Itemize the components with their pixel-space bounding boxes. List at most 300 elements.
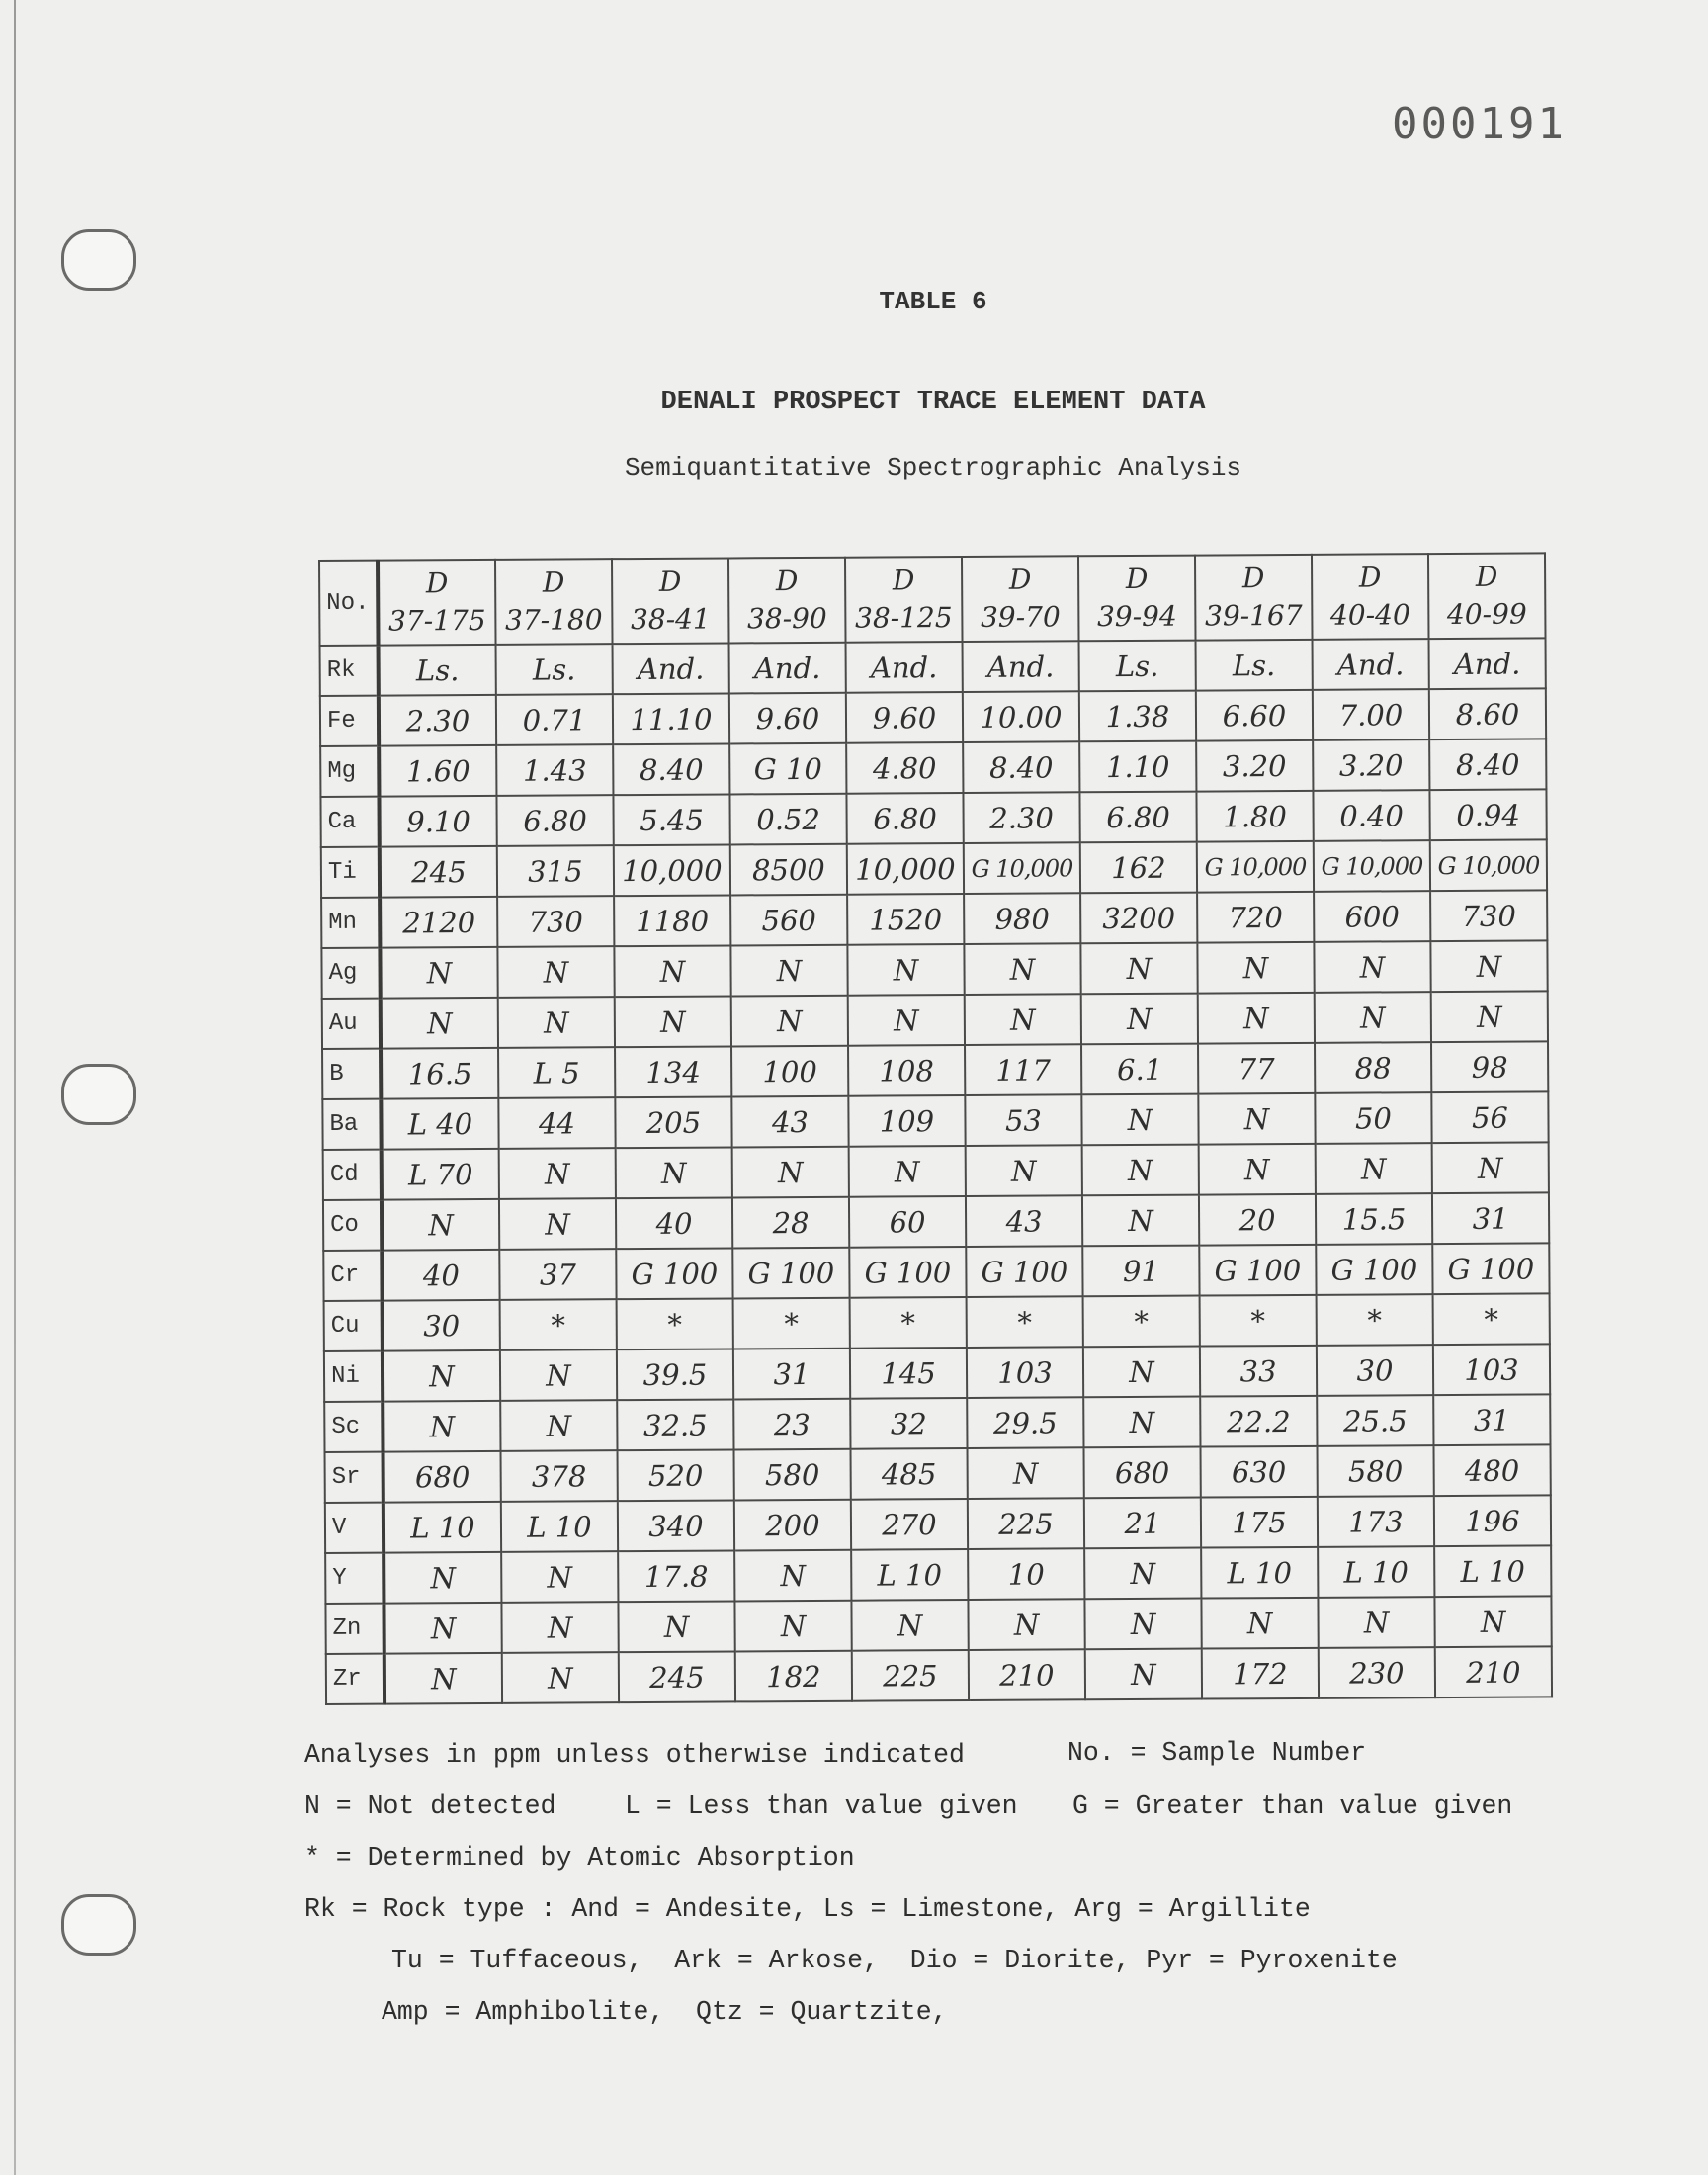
table-cell: 1180	[614, 895, 730, 946]
sample-prefix: D	[1008, 563, 1032, 596]
table-cell: 175	[1201, 1497, 1318, 1548]
row-label: Ca	[320, 797, 379, 847]
table-cell: 37	[499, 1249, 616, 1300]
table-cell: L 10	[851, 1549, 968, 1601]
table-cell: 580	[734, 1449, 851, 1501]
sample-number: 39-94	[1096, 599, 1177, 634]
table-cell: 2.30	[963, 792, 1079, 843]
table-row	[320, 638, 1546, 696]
table-cell: 680	[384, 1451, 501, 1503]
row-label: Ti	[321, 847, 380, 898]
table-cell: 40	[382, 1250, 499, 1301]
table-row	[323, 1243, 1549, 1301]
sample-number-cell	[845, 557, 963, 643]
table-cell: *	[1433, 1293, 1550, 1345]
table-cell: G 10,000	[1430, 839, 1547, 891]
table-cell: 5.45	[613, 794, 729, 845]
table-cell: 30	[383, 1300, 500, 1351]
sample-prefix: D	[1475, 560, 1498, 593]
table-cell: 8.40	[963, 741, 1079, 793]
table-cell: *	[500, 1299, 617, 1350]
row-label: Sc	[324, 1402, 383, 1452]
table-cell: 730	[1430, 890, 1547, 941]
table-cell: *	[1200, 1295, 1317, 1347]
sample-number-cell	[1312, 554, 1429, 640]
table-row	[322, 1041, 1548, 1099]
punch-hole	[61, 1894, 136, 1956]
table-row	[325, 1596, 1551, 1654]
sample-prefix: D	[658, 565, 682, 598]
table-cell: N	[616, 1147, 732, 1198]
table-cell: 91	[1082, 1246, 1199, 1297]
table-cell: *	[617, 1298, 733, 1349]
table-cell: N	[1316, 1143, 1432, 1194]
table-cell: 2.30	[379, 695, 496, 746]
table-cell: *	[733, 1298, 850, 1349]
note-rock-type-2: Tu = Tuffaceous, Ark = Arkose, Dio = Diorite, Pyr = Pyroxenite	[391, 1946, 1398, 1975]
table-cell: 225	[852, 1650, 969, 1701]
table-cell: N	[1201, 1598, 1318, 1649]
table-cell: 100	[731, 1046, 848, 1097]
sample-number-cell	[962, 556, 1079, 642]
sample-number-cell	[1078, 556, 1196, 642]
row-label: B	[322, 1049, 381, 1099]
table-cell: N	[384, 1603, 501, 1654]
table-cell: And.	[963, 641, 1079, 692]
table-cell: 173	[1318, 1496, 1434, 1547]
sample-number: 39-70	[980, 600, 1061, 634]
table-cell: 31	[1432, 1192, 1549, 1244]
table-cell: 60	[849, 1196, 966, 1248]
table-cell: 0.52	[729, 794, 846, 845]
table-cell: 1.43	[496, 744, 613, 796]
table-cell: 6.80	[1079, 792, 1196, 843]
table-cell: 56	[1431, 1091, 1548, 1143]
table-cell: G 100	[1432, 1243, 1549, 1294]
table-cell: 1520	[847, 894, 964, 945]
table-cell: 245	[619, 1651, 735, 1702]
table-cell: 205	[615, 1096, 731, 1148]
table-cell: And.	[729, 643, 846, 694]
table-cell: 10.00	[963, 691, 1079, 742]
table-cell: 117	[965, 1044, 1081, 1095]
table-cell: L 70	[382, 1149, 499, 1200]
row-label: Ag	[321, 948, 380, 999]
table-cell: 210	[969, 1649, 1085, 1700]
table-cell: 378	[501, 1450, 618, 1502]
table-cell: N	[1199, 1144, 1316, 1195]
table-cell: N	[1314, 941, 1430, 993]
table-cell: 980	[964, 893, 1080, 944]
row-label: Cu	[324, 1301, 383, 1351]
sample-number: 38-90	[746, 601, 827, 636]
row-label: Mg	[320, 746, 379, 797]
table-cell: 680	[1084, 1447, 1201, 1499]
table-cell: 580	[1317, 1445, 1433, 1497]
table-cell: N	[965, 994, 1081, 1045]
table-cell: N	[498, 997, 615, 1048]
table-cell: N	[1432, 1142, 1549, 1193]
table-cell: N	[1083, 1347, 1200, 1398]
table-cell: 10	[968, 1548, 1084, 1600]
sample-number: 38-125	[854, 601, 953, 635]
table-cell: 29.5	[967, 1397, 1083, 1448]
table-cell: L 40	[381, 1098, 498, 1150]
table-cell: G 100	[1316, 1244, 1432, 1295]
table-cell: 22.2	[1200, 1396, 1317, 1447]
table-cell: 8.40	[1429, 739, 1546, 790]
table-cell: 16.5	[381, 1048, 498, 1099]
row-label: Fe	[320, 696, 379, 746]
table-cell: N	[501, 1551, 618, 1603]
table-cell: L 10	[384, 1502, 501, 1553]
table-cell: 630	[1200, 1446, 1317, 1498]
table-cell: 98	[1431, 1041, 1548, 1092]
table-cell: 0.40	[1313, 790, 1429, 841]
table-cell: N	[1083, 1397, 1200, 1448]
row-label: Cr	[323, 1251, 382, 1301]
row-label: Sr	[325, 1452, 384, 1503]
table-cell: *	[1317, 1294, 1433, 1346]
table-cell: 21	[1084, 1498, 1201, 1549]
table-cell: 3200	[1080, 893, 1197, 944]
table-cell: 8.60	[1429, 688, 1546, 740]
table-cell: N	[1084, 1548, 1201, 1600]
note-atomic-absorption: * = Determined by Atomic Absorption	[304, 1843, 855, 1872]
table-cell: N	[732, 1147, 849, 1198]
table-cell: 4.80	[846, 742, 963, 794]
table-cell: 109	[848, 1095, 965, 1147]
table-cell: *	[967, 1296, 1083, 1348]
sample-prefix: D	[892, 564, 915, 597]
table-cell: N	[1434, 1596, 1551, 1647]
table-title: DENALI PROSPECT TRACE ELEMENT DATA	[660, 388, 1206, 417]
table-cell: 25.5	[1317, 1395, 1433, 1446]
table-cell: N	[849, 1146, 966, 1197]
table-cell: And.	[846, 642, 963, 693]
table-row	[321, 839, 1547, 898]
row-label: Cd	[323, 1150, 382, 1200]
table-cell: 20	[1199, 1194, 1316, 1246]
table-cell: N	[1082, 1195, 1199, 1247]
row-label: Y	[325, 1553, 384, 1604]
table-cell: 28	[732, 1197, 849, 1249]
table-cell: N	[384, 1552, 501, 1604]
table-cell: N	[968, 1447, 1084, 1499]
sample-number-cell	[1195, 555, 1313, 641]
table-cell: N	[847, 944, 964, 996]
table-cell: Ls.	[1196, 640, 1313, 691]
row-label: V	[325, 1503, 384, 1553]
sample-number-cell	[1428, 553, 1546, 639]
table-cell: L 10	[1201, 1547, 1318, 1599]
table-cell: And.	[1429, 638, 1546, 689]
table-cell: 10,000	[847, 843, 964, 895]
sample-number-cell	[612, 558, 729, 644]
note-less-than: L = Less than value given	[625, 1791, 1018, 1821]
note-rock-type-3: Amp = Amphibolite, Qtz = Quartzite,	[382, 1997, 948, 2027]
row-label: Zn	[325, 1604, 384, 1654]
table-cell: N	[501, 1602, 618, 1653]
table-cell: L 10	[1318, 1546, 1434, 1598]
table-cell: N	[380, 947, 497, 999]
row-label: Mn	[321, 898, 380, 948]
table-cell: N	[731, 996, 848, 1047]
table-cell: 9.10	[379, 796, 496, 847]
table-cell: N	[497, 946, 614, 998]
table-cell: N	[1318, 1597, 1434, 1648]
table-cell: N	[966, 1145, 1082, 1196]
table-cell: N	[1430, 940, 1547, 992]
table-cell: N	[500, 1349, 617, 1401]
sample-number-cell	[495, 559, 613, 645]
table-cell: N	[614, 945, 730, 997]
table-cell: N	[1315, 992, 1431, 1043]
table-cell: N	[964, 943, 1080, 995]
table-cell: L 10	[1434, 1545, 1551, 1597]
table-cell: 3.20	[1196, 740, 1313, 792]
table-cell: 32	[850, 1398, 967, 1449]
table-cell: N	[384, 1653, 502, 1704]
table-cell: G 10,000	[1197, 841, 1314, 893]
table-cell: N	[499, 1198, 616, 1250]
row-label: Ba	[322, 1099, 381, 1150]
table-cell: 44	[498, 1097, 615, 1149]
note-not-detected: N = Not detected	[304, 1791, 556, 1821]
table-cell: N	[1081, 1094, 1198, 1146]
table-cell: N	[1085, 1649, 1202, 1700]
table-row	[325, 1545, 1551, 1604]
table-cell: 0.94	[1429, 789, 1546, 840]
table-cell: 270	[851, 1499, 968, 1550]
table-cell: 50	[1315, 1092, 1431, 1144]
table-cell: 225	[968, 1498, 1084, 1549]
sample-number: 40-40	[1329, 598, 1410, 632]
row-label: Ni	[324, 1351, 383, 1402]
sample-number-cell	[728, 558, 846, 644]
table-cell: N	[502, 1652, 619, 1703]
table-cell: 8500	[730, 844, 847, 896]
table-cell: 11.10	[613, 693, 729, 744]
table-cell: Ls.	[379, 645, 496, 696]
header-label: No.	[319, 561, 379, 646]
table-cell: 77	[1198, 1043, 1315, 1094]
table-cell: 43	[731, 1096, 848, 1148]
table-cell: 10,000	[614, 844, 730, 896]
sample-prefix: D	[1125, 562, 1149, 596]
table-subtitle: Semiquantitative Spectrographic Analysis	[624, 453, 1242, 482]
table-row	[324, 1293, 1550, 1351]
table-cell: G 100	[1199, 1245, 1316, 1296]
table-row	[326, 1646, 1552, 1704]
table-row	[325, 1495, 1551, 1553]
table-cell: N	[615, 996, 731, 1047]
sample-prefix: D	[425, 566, 449, 600]
sample-prefix: D	[775, 565, 799, 598]
table-cell: N	[618, 1601, 734, 1652]
table-cell: 7.00	[1313, 689, 1429, 740]
table-cell: G 100	[849, 1247, 966, 1298]
table-cell: 0.71	[496, 694, 613, 745]
table-cell: G 10,000	[1314, 840, 1430, 892]
table-cell: 520	[618, 1449, 734, 1501]
sample-number: 39-167	[1204, 598, 1303, 633]
table-cell: G 100	[732, 1248, 849, 1299]
table-cell: N	[499, 1148, 616, 1199]
table-cell: 108	[848, 1045, 965, 1096]
table-row	[324, 1394, 1550, 1452]
table-cell: 6.80	[846, 793, 963, 844]
table-cell: 33	[1200, 1346, 1317, 1397]
table-cell: 172	[1202, 1648, 1319, 1699]
table-cell: N	[500, 1400, 617, 1451]
table-cell: *	[850, 1297, 967, 1348]
sample-number: 38-41	[630, 602, 711, 637]
table-cell: 200	[734, 1500, 851, 1551]
table-number: TABLE 6	[879, 287, 987, 316]
table-cell: G 10,000	[964, 842, 1080, 894]
table-cell: N	[1084, 1599, 1201, 1650]
table-cell: And.	[613, 643, 729, 694]
table-row	[321, 940, 1547, 999]
table-cell: *	[1083, 1296, 1200, 1348]
table-cell: 39.5	[617, 1348, 733, 1400]
table-cell: 720	[1197, 892, 1314, 943]
table-cell: 53	[965, 1094, 1081, 1146]
note-greater-than: G = Greater than value given	[1072, 1791, 1513, 1821]
table-cell: N	[734, 1601, 851, 1652]
row-label: Co	[323, 1200, 382, 1251]
table-cell: 3.20	[1313, 740, 1429, 791]
punch-hole	[61, 1064, 136, 1125]
table-row	[322, 991, 1548, 1049]
table-cell: 17.8	[618, 1550, 734, 1602]
sample-prefix: D	[1241, 562, 1265, 595]
table-cell: 88	[1315, 1042, 1431, 1093]
table-row	[322, 1091, 1548, 1150]
table-row	[325, 1444, 1551, 1503]
table-cell: N	[851, 1600, 968, 1651]
table-cell: 162	[1080, 842, 1197, 894]
table-cell: N	[381, 998, 498, 1049]
table-row	[320, 739, 1546, 797]
table-cell: 8.40	[613, 743, 729, 795]
table-cell: G 10	[729, 743, 846, 795]
table-cell: N	[383, 1350, 500, 1402]
table-cell: N	[383, 1401, 500, 1452]
table-cell: N	[1198, 993, 1315, 1044]
sample-prefix: D	[1358, 561, 1382, 594]
table-row	[320, 789, 1546, 847]
row-label: Zr	[326, 1654, 384, 1704]
table-cell: 30	[1317, 1345, 1433, 1396]
table-cell: N	[730, 945, 847, 997]
note-sample-number: No. = Sample Number	[1068, 1738, 1367, 1768]
table-cell: 730	[497, 896, 614, 947]
row-label: Rk	[320, 646, 379, 696]
table-cell: 560	[730, 895, 847, 946]
punch-hole	[61, 229, 136, 291]
table-cell: 182	[735, 1651, 852, 1702]
table-cell: 245	[380, 846, 497, 898]
table-cell: 6.1	[1081, 1044, 1198, 1095]
table-cell: 2120	[380, 897, 497, 948]
table-row	[320, 688, 1546, 746]
table-cell: 196	[1434, 1495, 1551, 1546]
table-cell: N	[734, 1550, 851, 1602]
table-cell: 600	[1314, 891, 1430, 942]
table-cell: And.	[1313, 639, 1429, 690]
sample-number-cell	[378, 560, 496, 646]
trace-element-table	[318, 552, 1553, 1705]
table-cell: N	[848, 995, 965, 1046]
table-cell: G 100	[966, 1246, 1082, 1297]
table-cell: 23	[733, 1399, 850, 1450]
table-cell: 43	[966, 1195, 1082, 1247]
table-cell: N	[1081, 994, 1198, 1045]
table-cell: 134	[615, 1046, 731, 1097]
sample-number: 40-99	[1446, 597, 1527, 632]
table-cell: 315	[497, 845, 614, 897]
table-cell: N	[1082, 1145, 1199, 1196]
table-cell: 6.60	[1196, 690, 1313, 741]
table-cell: 480	[1433, 1444, 1550, 1496]
table-cell: 145	[850, 1348, 967, 1399]
table-cell: 485	[851, 1448, 968, 1500]
table-cell: N	[1197, 942, 1314, 994]
table-cell: 340	[618, 1500, 734, 1551]
page-edge	[14, 0, 16, 2175]
table-cell: 9.60	[729, 693, 846, 744]
table-cell: 1.80	[1196, 791, 1313, 842]
table-cell: 9.60	[846, 692, 963, 743]
table-cell: N	[1431, 991, 1548, 1042]
table-cell: N	[968, 1599, 1084, 1650]
table-cell: 230	[1319, 1647, 1435, 1698]
table-cell: 1.10	[1079, 741, 1196, 793]
table-cell: 40	[616, 1197, 732, 1249]
note-units: Analyses in ppm unless otherwise indicated	[304, 1740, 965, 1770]
table-cell: 15.5	[1316, 1193, 1432, 1245]
note-rock-type-1: Rk = Rock type : And = Andesite, Ls = Limestone, Arg = Argillite	[304, 1894, 1311, 1924]
table-cell: 32.5	[617, 1399, 733, 1450]
table-cell: 31	[1433, 1394, 1550, 1445]
table-cell: 1.60	[379, 745, 496, 797]
table-cell: 31	[733, 1348, 850, 1400]
table-row	[321, 890, 1547, 948]
table-cell: 103	[1433, 1344, 1550, 1395]
table-cell: N	[1080, 943, 1197, 995]
row-label: Au	[322, 999, 381, 1049]
table-cell: G 100	[616, 1248, 732, 1299]
table-cell: 1.38	[1079, 691, 1196, 742]
page-number: 000191	[1392, 99, 1567, 149]
table-cell: L 5	[498, 1047, 615, 1098]
table-cell: N	[382, 1199, 499, 1251]
table-cell: Ls.	[1079, 641, 1196, 692]
table-cell: L 10	[501, 1501, 618, 1552]
table-cell: 210	[1435, 1646, 1552, 1697]
table-cell: 6.80	[496, 795, 613, 846]
table-row	[323, 1142, 1549, 1200]
sample-number: 37-180	[504, 603, 603, 637]
table-row	[324, 1344, 1550, 1402]
table-row	[323, 1192, 1549, 1251]
table-cell: 103	[967, 1347, 1083, 1398]
table-cell: N	[1198, 1093, 1315, 1145]
table-cell: Ls.	[496, 644, 613, 695]
sample-prefix: D	[542, 566, 565, 599]
